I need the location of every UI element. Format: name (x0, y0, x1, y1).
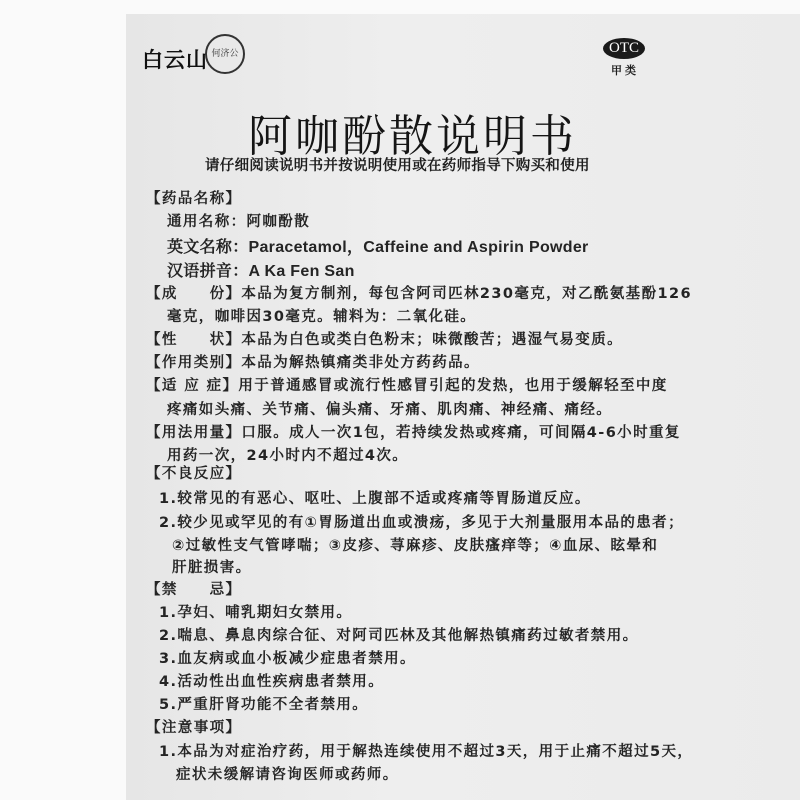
appearance: 【性 状】本品为白色或类白色粉末；味微酸苦；遇湿气易变质。 (146, 332, 623, 348)
list-item: 3.血友病或血小板减少症患者禁用。 (159, 651, 416, 667)
section-heading: 【药品名称】 (146, 191, 242, 207)
list-item: 2.较少见或罕见的有①胃肠道出血或溃疡，多见于大剂量服用本品的患者； (159, 515, 684, 531)
english-name-text: 英文名称：Paracetamol，Caffeine and Aspirin Powder (167, 239, 589, 256)
pinyin-name-text: 汉语拼音：A Ka Fen San (167, 263, 355, 280)
list-item-cont: 症状未缓解请咨询医师或药师。 (176, 767, 399, 783)
indications: 【适 应 症】用于普通感冒或流行性感冒引起的发热，也用于缓解轻至中度 (146, 378, 668, 394)
category: 【作用类别】本品为解热镇痛类非处方药药品。 (146, 355, 480, 371)
section-heading: 【注意事项】 (146, 720, 242, 736)
list-item: 5.严重肝肾功能不全者禁用。 (159, 697, 369, 713)
ingredients: 【成 份】本品为复方制剂，每包含阿司匹林230毫克，对乙酰氨基酚126 (146, 286, 692, 302)
generic-name: 通用名称：阿咖酚散 (167, 214, 311, 230)
dosage: 【用法用量】口服。成人一次1包，若持续发热或疼痛，可间隔4-6小时重复 (146, 425, 681, 441)
seal-logo: 何济公 (205, 34, 245, 74)
dosage-cont: 用药一次，24小时内不超过4次。 (167, 448, 409, 464)
english-name (167, 234, 589, 257)
section-heading: 【禁 忌】 (146, 582, 242, 598)
list-item: 2.喘息、鼻息肉综合征、对阿司匹林及其他解热镇痛药过敏者禁用。 (159, 628, 639, 644)
ingredients-cont: 毫克，咖啡因30毫克。辅料为：二氧化硅。 (167, 309, 477, 325)
section-heading: 【不良反应】 (146, 466, 242, 482)
list-item-cont: 肝脏损害。 (172, 560, 252, 576)
otc-badge: OTC (603, 38, 645, 59)
list-item: 4.活动性出血性疾病患者禁用。 (159, 674, 385, 690)
document-subtitle: 请仔细阅读说明书并按说明使用或在药师指导下购买和使用 (205, 158, 590, 174)
list-item-cont: ②过敏性支气管哮喘；③皮疹、荨麻疹、皮肤瘙痒等；④血尿、眩晕和 (172, 538, 659, 554)
indications-cont: 疼痛如头痛、关节痛、偏头痛、牙痛、肌肉痛、神经痛、痛经。 (167, 402, 613, 418)
document-title: 阿咖酚散说明书 (248, 111, 577, 162)
brand-logo: 白云山 (142, 48, 208, 72)
list-item: 1.本品为对症治疗药，用于解热连续使用不超过3天，用于止痛不超过5天， (159, 744, 694, 760)
otc-class: 甲类 (611, 64, 639, 77)
pinyin-name (167, 258, 355, 281)
list-item: 1.较常见的有恶心、呕吐、上腹部不适或疼痛等胃肠道反应。 (159, 491, 591, 507)
list-item: 1.孕妇、哺乳期妇女禁用。 (159, 605, 353, 621)
